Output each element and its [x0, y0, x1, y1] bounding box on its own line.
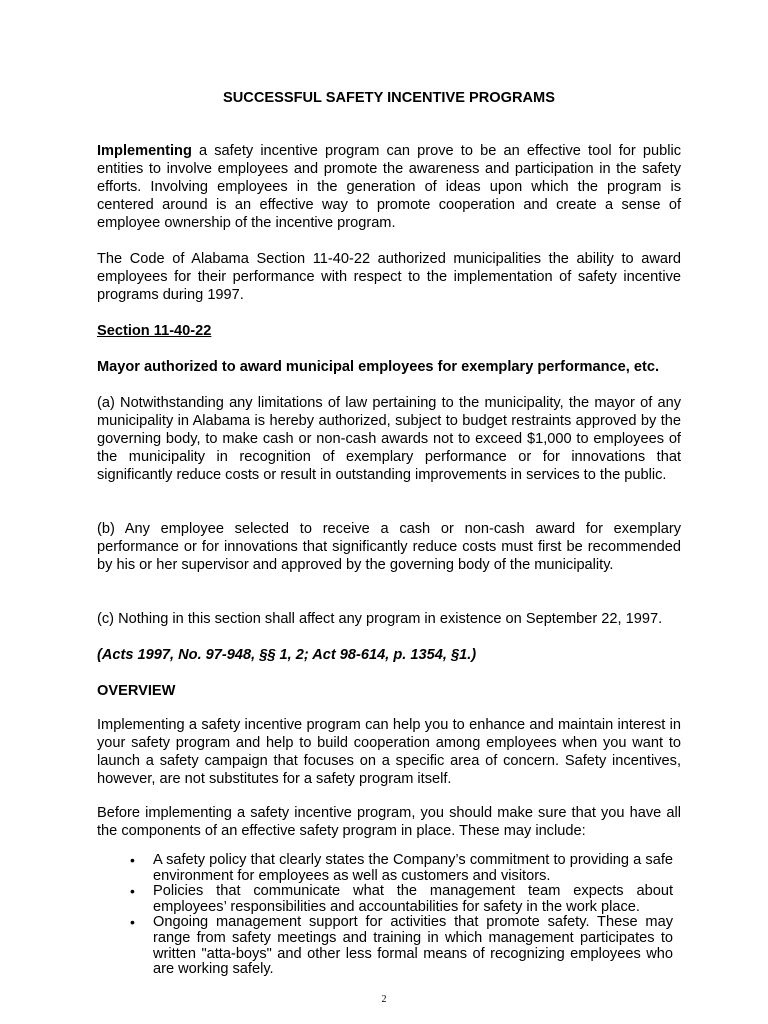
bullet-icon: •: [130, 883, 135, 900]
list-item: [127, 915, 673, 977]
list-item: [127, 853, 673, 884]
list-item: [127, 884, 673, 915]
overview-paragraph: Implementing a safety incentive program can help you to enhance and maintain interest in your safety program and help to build cooperation among employees when you want to launch a safety campaign that focuses on a specific area of concern. Safety incentives, however, are not substitutes for a safety program itself.: [97, 717, 681, 787]
intro-text: a safety incentive program can prove to be an effective tool for public entities to involve employees and promote the awareness and participation in the safety efforts. Involving employees in the generation of ideas upon which the program is centered around is an effective way to promote cooperation and create a sense of employee ownership of the incentive program.: [97, 143, 681, 231]
list-item-text: A safety policy that clearly states the Company’s commitment to providing a safe environment for employees as well as customers and visitors.: [153, 852, 673, 884]
page-number: 2: [381, 994, 387, 1005]
section-subheading: Mayor authorized to award municipal employees for exemplary performance, etc.: [97, 359, 660, 375]
list-item-text: Ongoing management support for activities that promote safety. These may range from safety meetings and training in which management participates to written "atta-boys" and other less formal means of recognizing employees who are working safely.: [153, 914, 673, 978]
clause-b: (b) Any employee selected to receive a cash or non-cash award for exemplary performance or for innovations that significantly reduce costs must first be recommended by his or her supervisor and approved by the governing body of the municipality.: [97, 521, 681, 573]
bullet-icon: •: [130, 852, 135, 868]
clause-c: (c) Nothing in this section shall affect any program in existence on September 22, 1997.: [97, 611, 663, 627]
clause-a: (a) Notwithstanding any limitations of law pertaining to the municipality, the mayor of any municipality in Alabama is hereby authorized, subject to budget restraints approved by the governing body, to make cash or non-cash awards not to exceed $1,000 to employees of the municipality in recognition of exemplary performance or for innovations that significantly reduce costs or result in outstanding improvements in services to the public.: [97, 395, 681, 483]
citation: (Acts 1997, No. 97-948, §§ 1, 2; Act 98-614, p. 1354, §1.): [97, 647, 477, 663]
components-list: [127, 853, 673, 978]
intro-paragraph: [97, 142, 681, 232]
list-item-text: Policies that communicate what the management team expects about employees’ responsibilities and accountabilities for safety in the work place.: [153, 883, 673, 915]
section-heading: Section 11-40-22: [97, 323, 212, 339]
before-paragraph: Before implementing a safety incentive program, you should make sure that you have all the components of an effective safety program in place. These may include:: [97, 805, 681, 839]
intro-lead-word: Implementing: [97, 143, 192, 159]
document-title: SUCCESSFUL SAFETY INCENTIVE PROGRAMS: [223, 90, 555, 106]
bullet-icon: •: [130, 914, 135, 931]
overview-heading: OVERVIEW: [97, 683, 176, 699]
code-paragraph: The Code of Alabama Section 11-40-22 authorized municipalities the ability to award employees for their performance with respect to the implementation of safety incentive programs during 1997.: [97, 251, 681, 303]
